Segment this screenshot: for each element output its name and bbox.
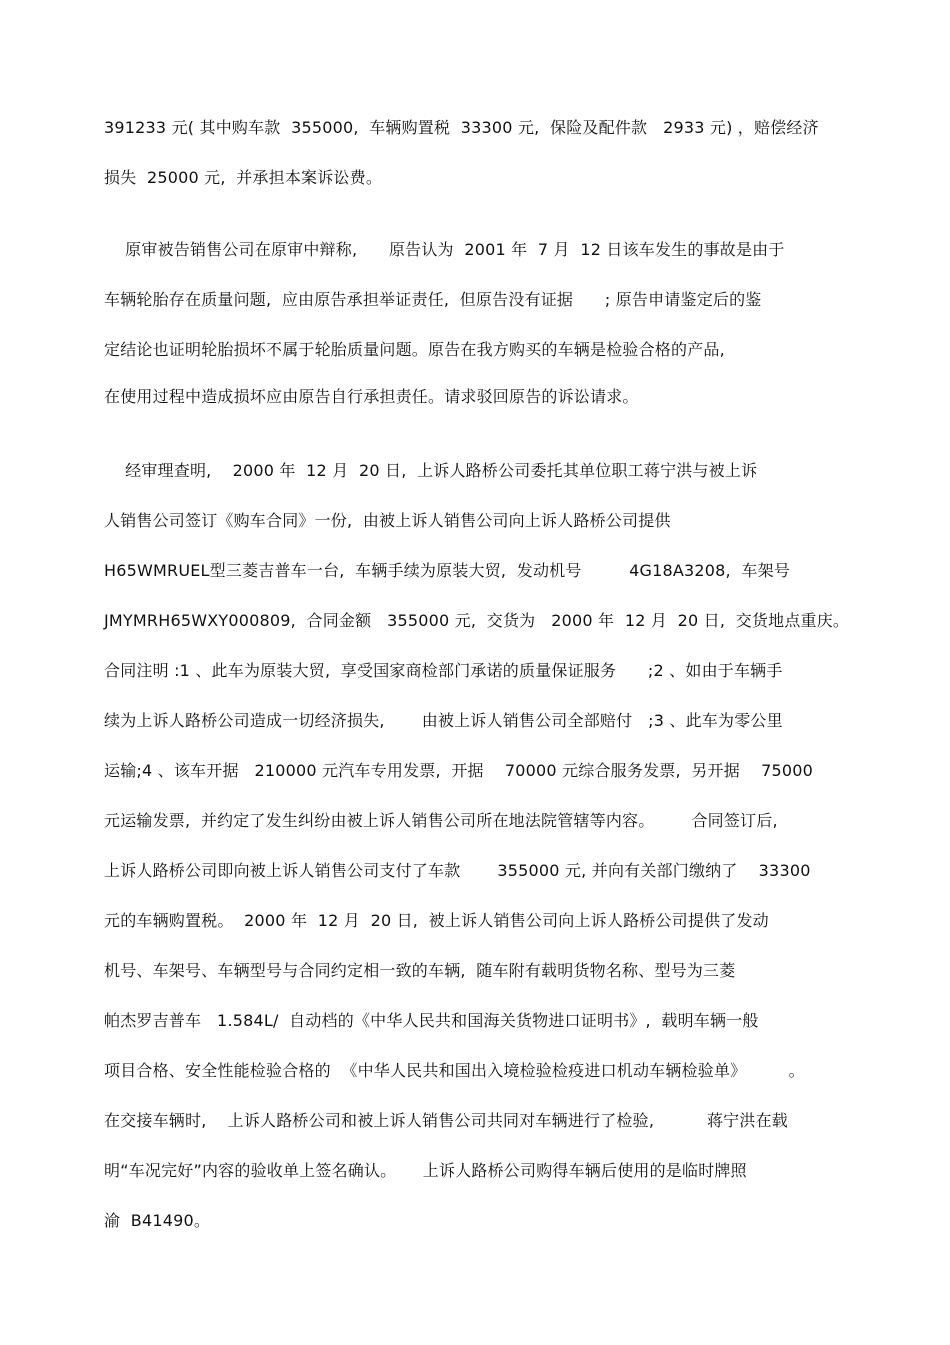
text-line: 在交接车辆时, 上诉人路桥公司和被上诉人销售公司共同对车辆进行了检验, 蒋宁洪在载 [104, 1111, 788, 1130]
text-line: 帕杰罗吉普车 1.584L/ 自动档的《中华人民共和国海关货物进口证明书》, 载明车辆一般 [104, 1011, 759, 1030]
text-line: 经审理查明, 2000 年 12 月 20 日, 上诉人路桥公司委托其单位职工蒋宁洪与被上诉 [104, 461, 758, 480]
text-line: 人销售公司签订《购车合同》一份, 由被上诉人销售公司向上诉人路桥公司提供 [104, 511, 671, 530]
text-line: JMYMRH65WXY000809, 合同金额 355000 元, 交货为 2000 年 12 月 20 日, 交货地点重庆。 [104, 611, 850, 630]
text-line: 原审被告销售公司在原审中辩称, 原告认为 2001 年 7 月 12 日该车发生的事故是由于 [104, 240, 785, 259]
text-line: 损失 25000 元, 并承担本案诉讼费。 [104, 168, 383, 187]
text-line: 续为上诉人路桥公司造成一切经济损失, 由被上诉人销售公司全部赔付 ;3 、此车为零公里 [104, 711, 783, 730]
text-line: 合同注明 :1 、此车为原装大贸, 享受国家商检部门承诺的质量保证服务 ;2 、如由于车辆手 [104, 661, 783, 680]
text-line: 渝 B41490。 [104, 1211, 211, 1230]
text-line: 项目合格、安全性能检验合格的 《中华人民共和国出入境检验检疫进口机动车辆检验单》 。 [104, 1061, 805, 1080]
text-line: 运输;4 、该车开据 210000 元汽车专用发票, 开据 70000 元综合服务发票, 另开据 75000 [104, 761, 813, 780]
text-line: H65WMRUEL型三菱吉普车一台, 车辆手续为原装大贸, 发动机号 4G18A3208, 车架号 [104, 561, 791, 580]
text-line: 机号、车架号、车辆型号与合同约定相一致的车辆, 随车附有载明货物名称、型号为三菱 [104, 961, 736, 980]
text-line: 上诉人路桥公司即向被上诉人销售公司支付了车款 355000 元, 并向有关部门缴纳了 33300 [104, 861, 811, 880]
text-line: 元的车辆购置税。 2000 年 12 月 20 日, 被上诉人销售公司向上诉人路桥公司提供了发动 [104, 911, 769, 930]
text-line: 元运输发票, 并约定了发生纠纷由被上诉人销售公司所在地法院管辖等内容。 合同签订后, [104, 811, 778, 830]
text-line: 391233 元( 其中购车款 355000, 车辆购置税 33300 元, 保险及配件款 2933 元) ，赔偿经济 [104, 118, 819, 137]
text-line: 车辆轮胎存在质量问题, 应由原告承担举证责任, 但原告没有证据 ; 原告申请鉴定后的鉴 [104, 290, 762, 309]
text-line: 定结论也证明轮胎损坏不属于轮胎质量问题。原告在我方购买的车辆是检验合格的产品, [104, 340, 725, 359]
text-line: 明“车况完好”内容的验收单上签名确认。 上诉人路桥公司购得车辆后使用的是临时牌照 [104, 1161, 747, 1180]
text-line: 在使用过程中造成损坏应由原告自行承担责任。请求驳回原告的诉讼请求。 [104, 387, 639, 406]
